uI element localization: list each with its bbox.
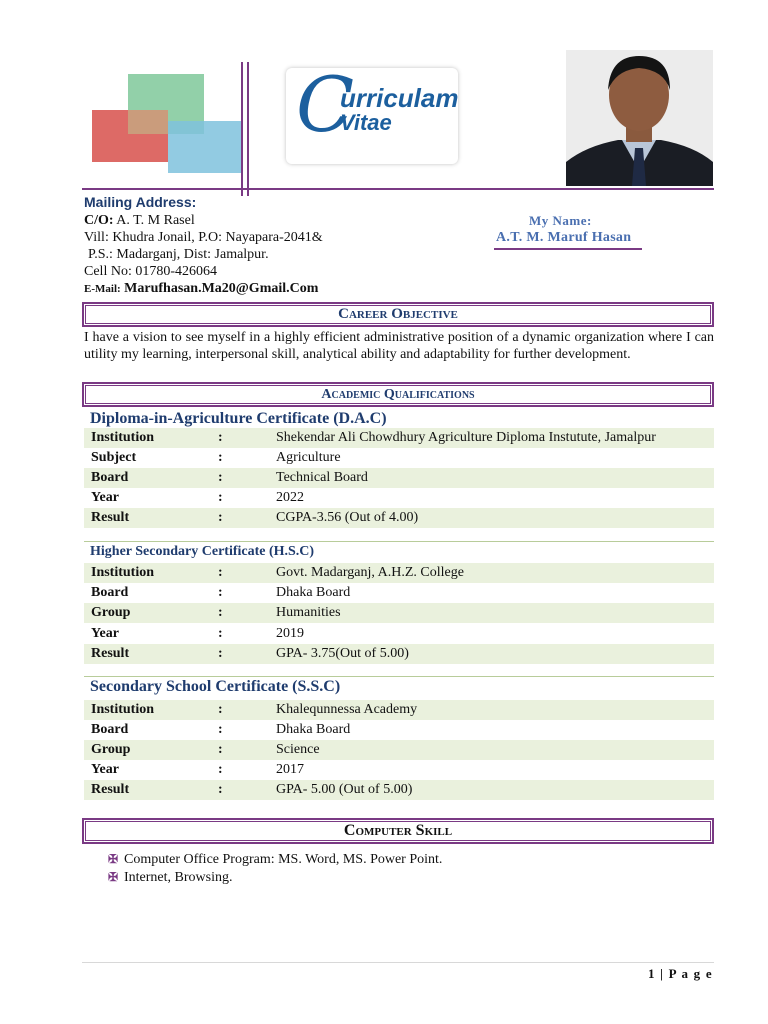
row-value: 2017 [276,762,304,777]
row-colon: : [218,605,223,620]
row-key: Board [91,585,129,600]
row-value: Shekendar Ali Chowdhury Agriculture Diploma Instutute, Jamalpur [276,430,656,445]
row-value: Khalequnnessa Academy [276,702,418,717]
table-row [84,740,714,760]
row-key: Result [91,782,130,797]
care-of-value: A. T. M Rasel [116,213,195,228]
computer-skill-heading: Computer Skill [82,818,714,844]
row-value: Dhaka Board [276,585,351,600]
row-key: Year [91,762,119,777]
row-key: Group [91,742,131,757]
row-value: GPA- 5.00 (Out of 5.00) [276,782,413,797]
row-value: Govt. Madarganj, A.H.Z. College [276,565,464,580]
table-row [84,760,714,780]
row-key: Result [91,510,130,525]
academic-qualifications-heading: Academic Qualifications [82,382,714,407]
table-row [84,563,714,583]
row-value: 2022 [276,490,304,505]
row-key: Institution [91,565,155,580]
row-colon: : [218,702,223,717]
table-row [84,780,714,800]
row-value: 2019 [276,626,304,641]
footer-divider [82,962,714,963]
row-colon: : [218,762,223,777]
career-objective-text: I have a vision to see myself in a highly efficient administrative position of a dynamic organization where I can utility my learning, interpersonal skill, analytical ability and adaptability for further development. [84,330,714,362]
table-row [84,508,714,528]
table-row [84,720,714,740]
table-row [84,603,714,623]
table-row [84,448,714,468]
row-key: Institution [91,702,155,717]
row-key: Institution [91,430,155,445]
row-value: Humanities [276,605,341,620]
care-of-line [84,212,195,229]
row-key: Subject [91,450,137,465]
dac-title: Diploma-in-Agriculture Certificate (D.A.C) [90,410,387,427]
list-item-text: Internet, Browsing. [124,870,233,885]
row-colon: : [218,565,223,580]
table-row [84,624,714,644]
cell-number: Cell No: 01780-426064 [84,264,217,279]
row-key: Board [91,722,129,737]
list-item [108,870,232,886]
table-row [84,468,714,488]
email-value: Marufhasan.Ma20@Gmail.Com [124,281,319,296]
row-key: Year [91,626,119,641]
row-colon: : [218,626,223,641]
hsc-title: Higher Secondary Certificate (H.S.C) [90,544,315,559]
care-of-label: C/O: [84,213,114,228]
career-objective-heading: Career Objective [82,302,714,327]
table-row [84,428,714,448]
row-colon: : [218,722,223,737]
row-value: GPA- 3.75(Out of 5.00) [276,646,409,661]
row-colon: : [218,742,223,757]
address-police-station: P.S.: Madarganj, Dist: Jamalpur. [88,247,269,262]
list-item-text: Computer Office Program: MS. Word, MS. Power Point. [124,852,443,867]
section-divider [84,541,714,542]
maltese-cross-icon: ✠ [108,852,119,866]
row-colon: : [218,490,223,505]
table-row [84,488,714,508]
row-value: Technical Board [276,470,368,485]
address-village: Vill: Khudra Jonail, P.O: Nayapara-2041& [84,230,323,245]
table-row [84,644,714,664]
decor-overlap-square [128,110,168,134]
cv-logo-word-vitae: Vitae [340,110,392,135]
ssc-title: Secondary School Certificate (S.S.C) [90,678,341,695]
my-name-label: My Name: [529,213,592,228]
decor-blue-square [168,121,242,173]
list-item [108,852,442,868]
mailing-address-heading: Mailing Address: [84,194,197,210]
row-colon: : [218,470,223,485]
row-key: Board [91,470,129,485]
row-colon: : [218,430,223,445]
row-value: Science [276,742,320,757]
row-key: Result [91,646,130,661]
decor-vertical-line [247,62,249,196]
row-key: Group [91,605,131,620]
row-value: CGPA-3.56 (Out of 4.00) [276,510,419,525]
cv-logo-letter: C [296,60,355,149]
email-line [84,280,318,298]
decor-vertical-line [241,62,243,196]
row-colon: : [218,646,223,661]
my-name-value: A.T. M. Maruf Hasan [496,230,632,245]
row-key: Year [91,490,119,505]
cv-logo-word-curriculam: urriculam [340,83,459,113]
row-colon: : [218,782,223,797]
maltese-cross-icon: ✠ [108,870,119,884]
row-colon: : [218,510,223,525]
row-value: Dhaka Board [276,722,351,737]
section-divider [84,676,714,677]
my-name-underline [494,248,642,250]
row-colon: : [218,450,223,465]
row-colon: : [218,585,223,600]
table-row [84,583,714,603]
header-divider [82,188,714,190]
email-label: E-Mail: [84,283,121,295]
row-value: Agriculture [276,450,341,465]
page-number: 1 | P a g e [648,966,713,981]
table-row [84,700,714,720]
profile-photo [566,50,713,186]
